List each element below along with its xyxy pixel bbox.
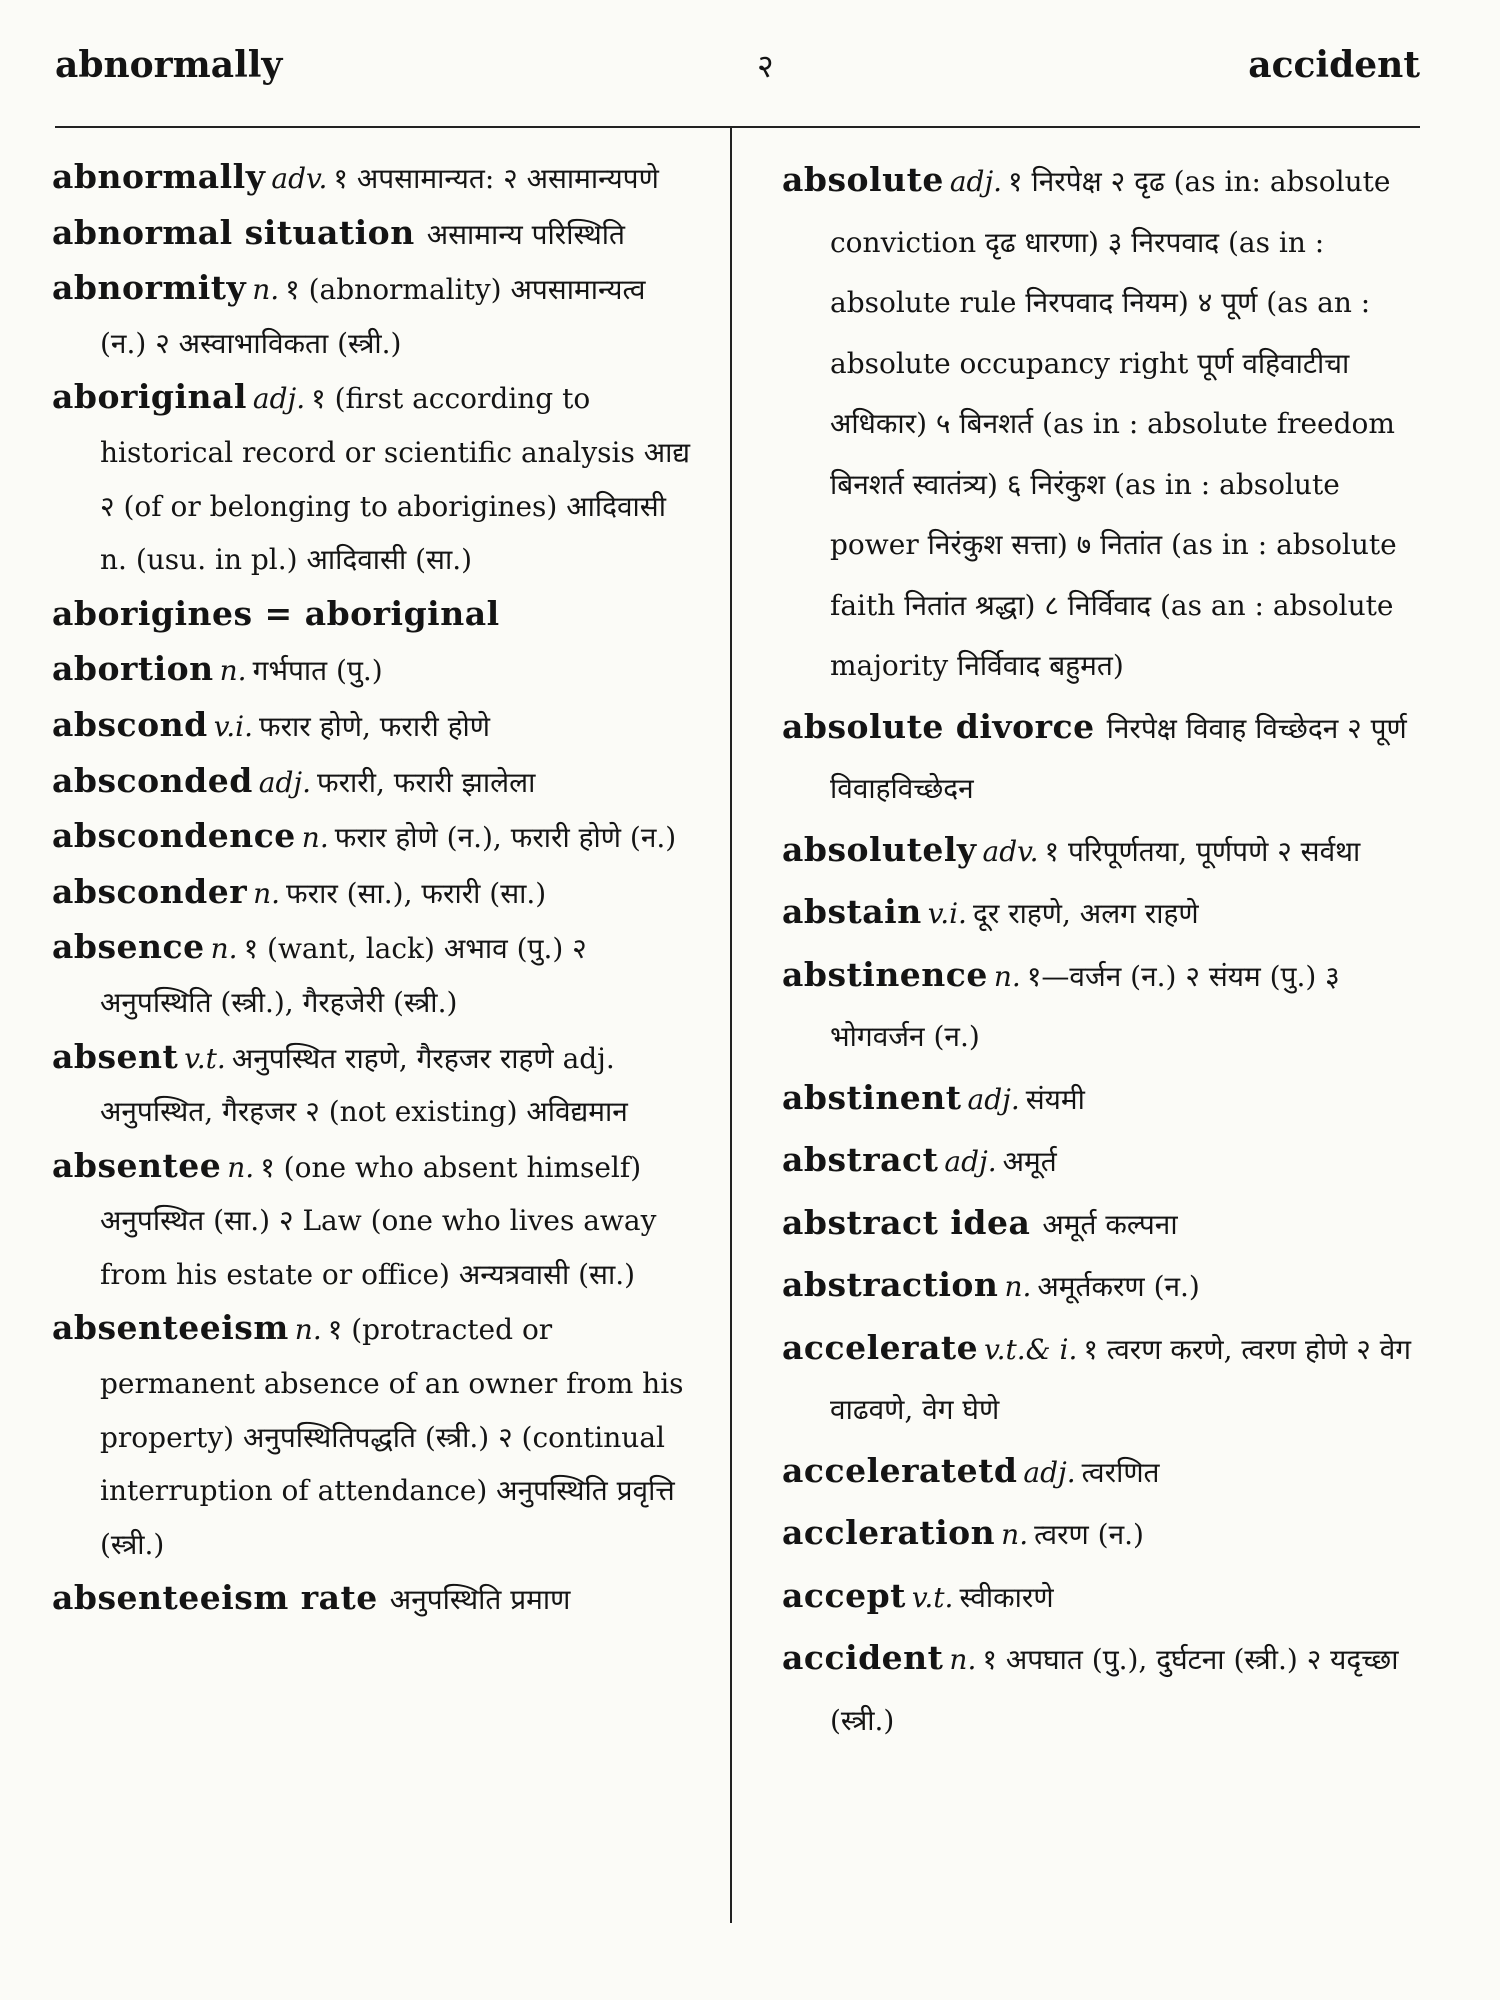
entry-pos: n. [219,654,247,688]
entry-headword: absentee [52,1145,222,1185]
entry-definition: १ (one who absent himself) अनुपस्थित (सा.) २ Law (one who lives away from his estate or office) अन्यत्रवासी (सा.) [100,1150,657,1291]
entry-pos: v.i. [927,897,967,930]
entry-absence [52,920,692,1029]
entry-headword: absenteeism rate [52,1578,378,1618]
entry-definition: अमूर्त कल्पना [1042,1207,1178,1241]
entry-definition: १ त्वरण करणे, त्वरण होणे २ वेग वाढवणे, वेग घेणे [830,1332,1412,1426]
entry-absconded [52,754,692,810]
entry-abstinent [782,1068,1427,1131]
entry-headword: abstinence [782,954,988,994]
entry-pos: v.t. [184,1041,226,1075]
entry-headword: abnormal situation [52,212,415,252]
header-rule [55,126,1420,128]
entry-headword: aboriginal [52,377,247,417]
entry-headword: absconder [52,871,248,911]
entry-pos: v.i. [213,709,253,743]
page-number: २ [756,46,774,85]
entry-abortion [52,642,692,698]
column-divider [730,128,732,1923]
entry-headword: absolutely [782,829,977,869]
entry-headword: aborigines = aboriginal [52,593,500,633]
entry-headword: absolute [782,160,944,199]
entry-headword: abnormity [52,268,247,308]
running-header [55,40,1420,90]
entry-accident [782,1628,1427,1751]
entry-definition: १ परिपूर्णतया, पूर्णपणे २ सर्वथा [1044,834,1361,868]
entry-abscond [52,698,692,754]
entry-headword: abstinent [782,1077,962,1117]
entry-definition: अमूर्तकरण (न.) [1037,1270,1200,1303]
entry-abscondence [52,809,692,865]
entry-headword: absent [52,1036,179,1076]
entry-abstain [782,882,1427,945]
entry-pos: n. [949,1643,977,1676]
entry-headword: abscondence [52,816,296,856]
entry-pos: adj. [967,1082,1020,1116]
entry-accleration [782,1503,1427,1566]
entry-accelerate [782,1318,1427,1441]
entry-absent [52,1030,692,1139]
entry-headword: accelerate [782,1327,979,1367]
entry-headword: absolute divorce [782,706,1095,746]
entry-headword: absence [52,927,205,967]
entry-headword: absenteeism [52,1308,289,1348]
entry-headword: absconded [52,760,253,800]
entry-definition: संयमी [1025,1082,1085,1116]
entry-definition: गर्भपात (पु.) [252,654,383,688]
entry-absenteeism-rate [52,1571,692,1627]
entry-definition: फरार (सा.), फरारी (सा.) [286,876,547,910]
entry-headword: acceleratetd [782,1450,1018,1490]
entry-acceleratetd [782,1441,1427,1504]
entry-pos: adv. [982,834,1039,868]
entry-pos: n. [1001,1518,1029,1551]
entry-pos: n. [301,821,329,855]
entry-definition: १—वर्जन (न.) २ संयम (पु.) ३ भोगवर्जन (न.) [830,959,1340,1053]
entry-headword: abortion [52,649,214,689]
entry-pos: v.t. [911,1580,954,1614]
entry-abnormally [52,150,692,206]
entry-headword: abnormally [52,157,266,196]
entry-definition: १ (abnormality) अपसामान्यत्व (न.) २ अस्वाभाविकता (स्त्री.) [100,273,646,360]
entry-definition: अनुपस्थित राहणे, गैरहजर राहणे adj. अनुपस्थित, गैरहजर २ (not existing) अविद्यमान [100,1041,628,1129]
entry-definition: निरपेक्ष विवाह विच्छेदन २ पूर्ण विवाहविच्छेदन [830,711,1407,805]
entry-definition: त्वरणित [1081,1455,1160,1489]
entry-pos: n. [227,1150,255,1184]
entry-absolute-divorce [782,697,1427,820]
entry-headword: accident [782,1638,944,1677]
entry-pos: n. [252,273,280,307]
entry-pos: n. [1004,1270,1032,1303]
entry-definition: १ निरपेक्ष २ दृढ (as in: absolute conviction दृढ धारणा) ३ निरपवाद (as in : absolute rule निरपवाद नियम) ४ पूर्ण (as an : absolute occupancy right पूर्ण वहिवाटीचा अधिकार) ५ बिनशर्त (as in : absolute freedom बिनशर्त स्वातंत्र्य) ६ निरंकुश (as in : absolute power निरंकुश सत्ता) ७ नितांत (as in : absolute faith नितांत श्रद्धा) ८ निर्विवाद (as an : absolute majority निर्विवाद बहुमत) [830,165,1397,682]
entry-pos: n. [210,932,238,966]
entry-absenteeism [52,1301,692,1571]
entry-abstract [782,1130,1427,1193]
entry-pos: adv. [271,162,328,195]
entry-definition: १ अपसामान्यत: २ असामान्यपणे [333,162,659,195]
entry-definition: फरारी, फरारी झालेला [316,765,536,799]
entry-absolute [782,150,1427,697]
entry-headword: abstract [782,1140,939,1179]
right-column [782,150,1427,1751]
entry-definition: १ (protracted or permanent absence of an owner from his property) अनुपस्थितिपद्धति (स्त्री.) २ (continual interruption of attendance) अनुपस्थिति प्रवृत्ति (स्त्री.) [100,1313,684,1561]
entry-definition: दूर राहणे, अलग राहणे [972,897,1199,930]
entry-absolutely [782,820,1427,883]
entry-definition: अनुपस्थिति प्रमाण [389,1583,571,1617]
entry-abstinence [782,945,1427,1068]
entry-headword: abstract idea [782,1202,1031,1242]
entry-absentee [52,1139,692,1302]
entry-headword: abstraction [782,1265,999,1304]
entry-pos: adj. [1023,1455,1076,1489]
entry-definition: स्वीकारणे [959,1580,1054,1614]
entry-pos: v.t.& i. [984,1332,1078,1366]
entry-definition: १ (want, lack) अभाव (पु.) २ अनुपस्थिति (स्त्री.), गैरहजेरी (स्त्री.) [100,932,587,1019]
entry-pos: n. [253,876,281,910]
entry-headword: accleration [782,1513,996,1552]
entry-headword: abstain [782,892,922,931]
entry-definition: अमूर्त [1002,1145,1057,1178]
entry-definition: फरार होणे, फरारी होणे [258,709,491,743]
entry-pos: adj. [949,165,1003,198]
entry-definition: त्वरण (न.) [1034,1518,1144,1551]
entry-headword: abscond [52,704,208,744]
entry-definition: असामान्य परिस्थिति [426,217,625,251]
entry-headword: accept [782,1575,906,1615]
entry-definition: १ (first according to historical record or scientific analysis आद्य २ (of or belonging to aborigines) आदिवासी n. (usu. in pl.) आदिवासी (सा.) [100,382,691,577]
entry-abstract-idea [782,1193,1427,1256]
entry-pos: n. [294,1313,322,1347]
entry-pos: n. [993,959,1021,993]
entry-aborigines [52,587,692,643]
entry-definition: फरार होणे (न.), फरारी होणे (न.) [334,821,677,855]
entry-definition: १ अपघात (पु.), दुर्घटना (स्त्री.) २ यदृच्छा (स्त्री.) [830,1643,1399,1737]
header-first-word: abnormally [55,44,283,86]
header-last-word: accident [1248,44,1420,86]
entry-abstraction [782,1255,1427,1318]
entry-pos: adj. [252,382,306,416]
left-column [52,150,692,1627]
entry-abnormal-situation [52,206,692,262]
entry-abnormity [52,261,692,370]
entry-aboriginal [52,370,692,586]
entry-accept [782,1566,1427,1629]
entry-pos: adj. [944,1145,997,1178]
entry-pos: adj. [258,765,311,799]
entry-absconder [52,865,692,921]
